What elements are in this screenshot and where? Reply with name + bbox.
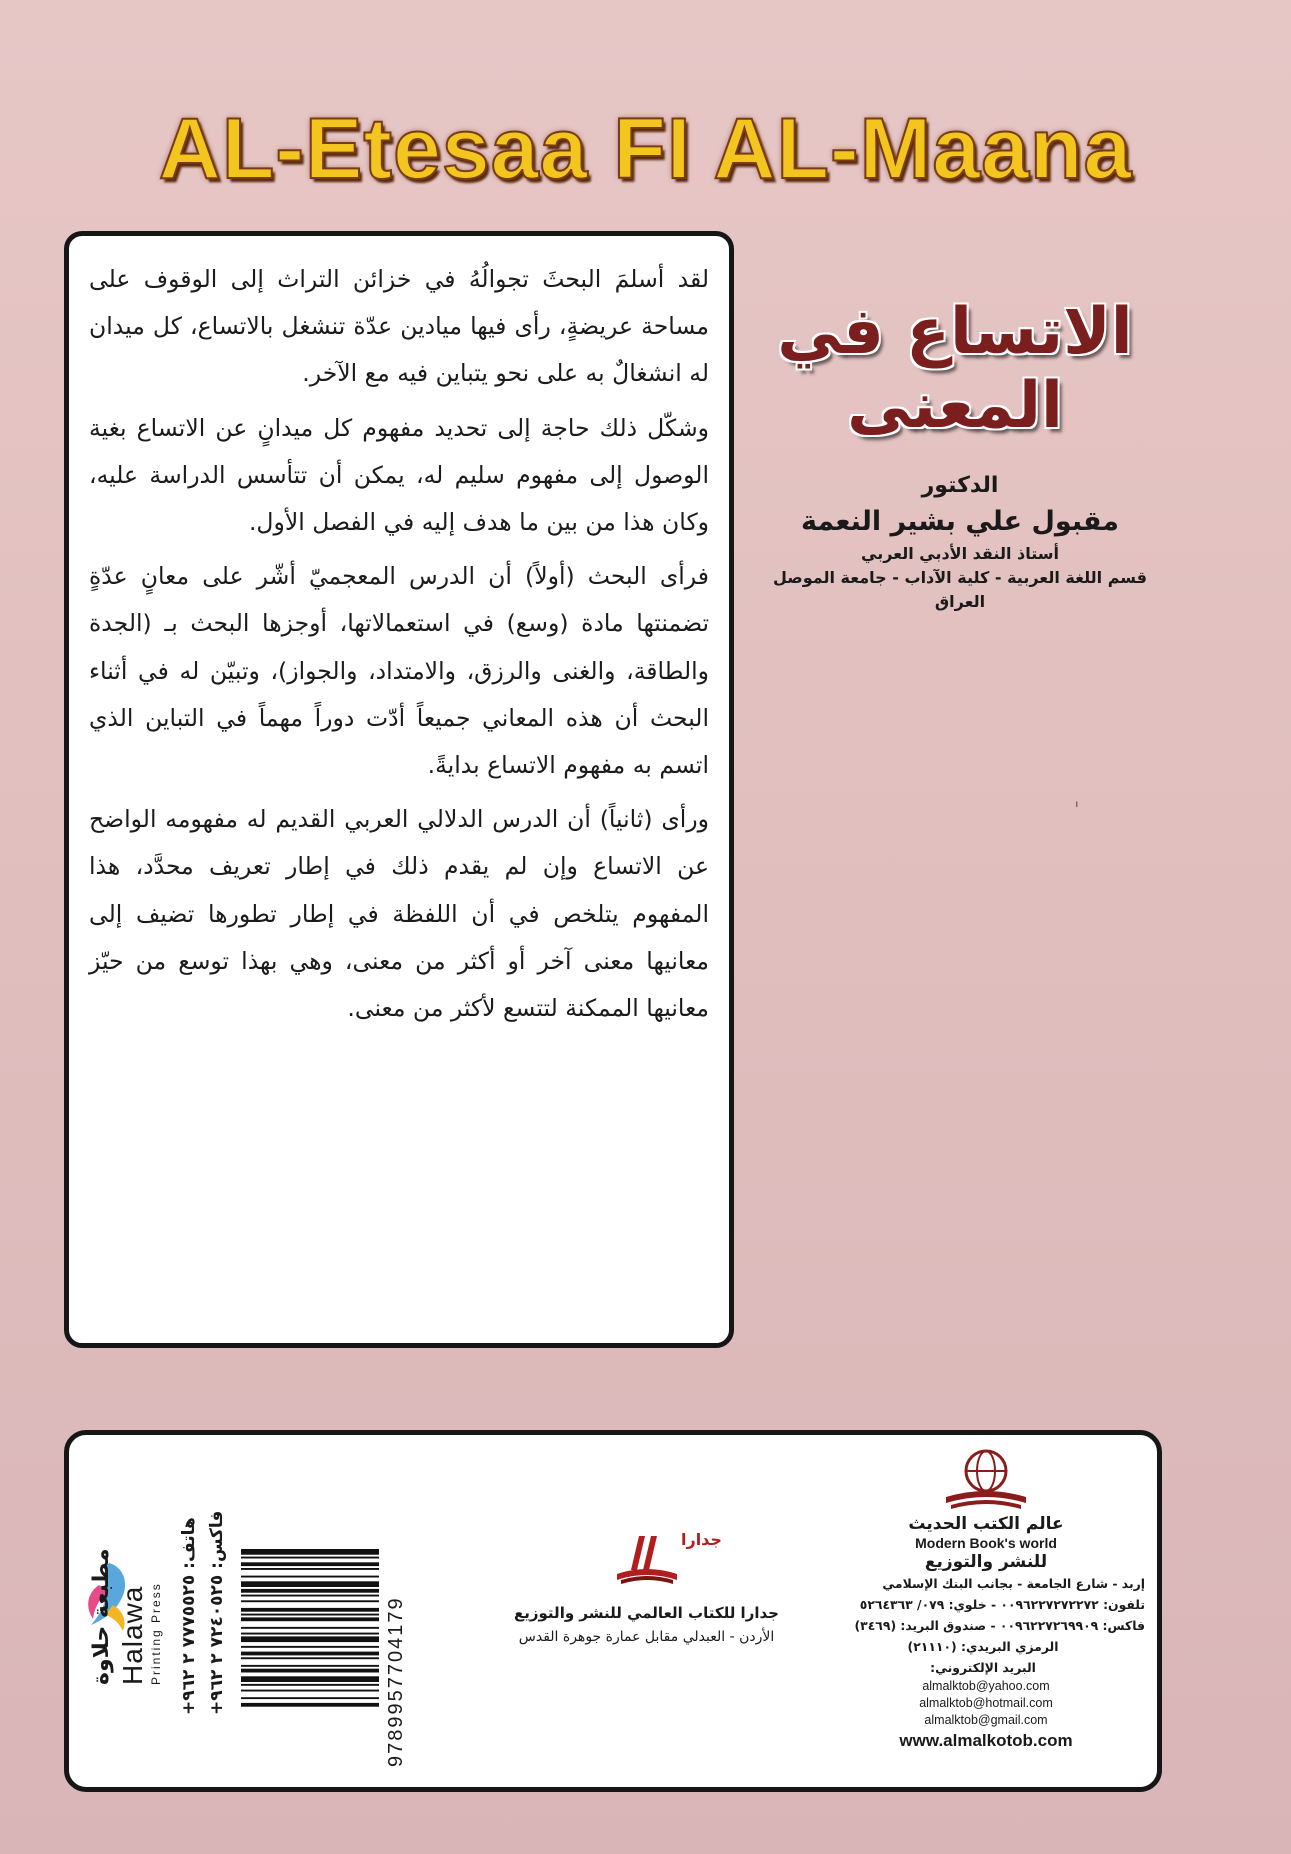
- barcode-bar: [241, 1703, 379, 1707]
- publisher-website[interactable]: www.almalkotob.com: [899, 1731, 1073, 1750]
- barcode-bar: [241, 1676, 379, 1682]
- printer-name-arabic: مطبعة حلاوة: [89, 1548, 114, 1685]
- blurb-paragraph: فرأى البحث (أولاً) أن الدرس المعجميّ أشّر على معانٍ عدّةٍ تضمنتها مادة (وسع) في استعمالاتها، أوجزها البحث بـ (الجدة والطاقة، والغنى والرزق، والامتداد، والجواز)، وتبيّن له في أثناء البحث أن هذه المعاني جميعاً أدّت دوراً مهماً في التباين الذي اتسم به مفهوم الاتساع بدايةً.: [89, 562, 709, 780]
- distributor-name: جدارا للكتاب العالمي للنشر والتوزيع: [514, 1604, 779, 1622]
- barcode-bar: [241, 1690, 379, 1692]
- barcode-bar: [241, 1557, 379, 1559]
- barcode-bars: [241, 1545, 381, 1775]
- barcode-bar: [241, 1549, 379, 1555]
- imprint-panel: [64, 1430, 1162, 1792]
- barcode-bar: [241, 1646, 379, 1648]
- blurb-paragraph: لقد أسلمَ البحثَ تجوالُهُ في خزائن التراث إلى الوقوف على مساحة عريضةٍ، رأى فيها ميادين عدّة تنشغل بالاتساع، كل ميدان له انشغالٌ به على نحو يتباين فيه مع الآخر.: [89, 265, 709, 388]
- publisher-block: [821, 1447, 1151, 1753]
- publisher-logo-icon: [931, 1447, 1041, 1513]
- author-label: الدكتور: [921, 473, 999, 498]
- publisher-name-english: Modern Book's world: [915, 1535, 1057, 1551]
- author-affiliation: قسم اللغة العربية - كلية الآداب - جامعة الموصل: [772, 568, 1148, 587]
- blurb-paragraph: وشكّل ذلك حاجة إلى تحديد مفهوم كل ميدانٍ عن الاتساع بغية الوصول إلى مفهوم سليم له، يمكن أن تتأسس الدراسة عليه، وكان هذا من بين ما هدف إليه في الفصل الأول.: [89, 413, 709, 537]
- barcode-bar: [241, 1627, 379, 1629]
- publisher-phone: تلفون: ٠٠٩٦٢٢٧٢٧٢٢٧٢ - خلوي: ٠٧٩/ ٥٢٦٤٣٦٣: [859, 1597, 1145, 1612]
- publisher-email[interactable]: almalktob@yahoo.com: [922, 1679, 1050, 1693]
- barcode-bar: [241, 1617, 379, 1621]
- printer-phone: هاتف: ٧٧٧٥٥٢٥ ٢ ٩٦٢+: [179, 1517, 199, 1715]
- publisher-email[interactable]: almalktob@gmail.com: [924, 1713, 1048, 1727]
- barcode-bar: [241, 1614, 379, 1616]
- barcode-bar: [241, 1669, 379, 1673]
- publisher-email-label: البريد الإلكتروني:: [930, 1660, 1036, 1675]
- printer-name-english: Halawa: [117, 1585, 148, 1685]
- cover-title-latin: AL-Etesaa FI AL-Maana: [158, 101, 1133, 197]
- cover-title-arabic: الاتساع في المعنى: [777, 295, 1133, 443]
- barcode-bar: [241, 1684, 379, 1686]
- barcode-bar: [241, 1652, 379, 1656]
- barcode-bar: [241, 1589, 379, 1593]
- barcode-number: 9789957704179: [385, 1596, 407, 1767]
- publisher-name-arabic: عالم الكتب الحديث: [908, 1514, 1064, 1534]
- barcode-bar: [241, 1657, 379, 1659]
- barcode-bar: [241, 1581, 379, 1587]
- barcode-bar: [241, 1576, 379, 1578]
- barcode-bar: [241, 1562, 379, 1566]
- barcode-bar: [241, 1568, 379, 1570]
- barcode-bar: [241, 1665, 379, 1667]
- distributor-block: [509, 1530, 784, 1648]
- author-block: [740, 470, 1180, 614]
- publisher-postal-code: الرمزي البريدي: (٢١١١٠): [907, 1639, 1059, 1654]
- author-name: مقبول علي بشير النعمة: [800, 506, 1120, 537]
- distributor-logo-text: جدارا: [681, 1530, 722, 1549]
- publisher-address: إربد - شارع الجامعة - بجانب البنك الإسلامي: [882, 1576, 1145, 1591]
- barcode: [241, 1545, 417, 1775]
- decorative-mark: ˌ: [1074, 785, 1080, 809]
- author-position: أستاذ النقد الأدبي العربي: [861, 544, 1059, 563]
- barcode-bar: [241, 1608, 379, 1612]
- publisher-tagline: للنشر والتوزيع: [924, 1552, 1048, 1572]
- barcode-bar: [241, 1636, 379, 1642]
- blurb-panel: [64, 231, 734, 1348]
- blurb-text: [89, 256, 709, 1039]
- barcode-bar: [241, 1697, 379, 1699]
- blurb-paragraph: ورأى (ثانياً) أن الدرس الدلالي العربي القديم له مفهومه الواضح عن الاتساع وإن لم يقدم ذلك في إطار تعريف محدَّد، هذا المفهوم يتلخص في أن اللفظة في إطار تطورها تضيف إلى معانيها معنى آخر أو أكثر من معنى، وهي بهذا توسع من حيّز معانيها الممكنة لتتسع لأكثر من معنى.: [89, 805, 709, 1023]
- distributor-address: الأردن - العبدلي مقابل عمارة جوهرة القدس: [518, 1629, 775, 1645]
- barcode-bar: [241, 1633, 379, 1635]
- barcode-bar: [241, 1600, 379, 1602]
- barcode-bar: [241, 1595, 379, 1597]
- author-country: العراق: [934, 592, 986, 611]
- printer-subtitle: Printing Press: [149, 1582, 163, 1685]
- publisher-email[interactable]: almalktob@hotmail.com: [919, 1696, 1053, 1710]
- printer-fax: فاكس: ٧٢٤٠٥٢٥ ٢ ٩٦٢+: [207, 1510, 227, 1715]
- distributor-logo-icon: [509, 1530, 784, 1600]
- publisher-fax: فاكس: ٠٠٩٦٢٢٧٢٦٩٩٠٩ - صندوق البريد: (٣٤٦٩): [854, 1618, 1145, 1633]
